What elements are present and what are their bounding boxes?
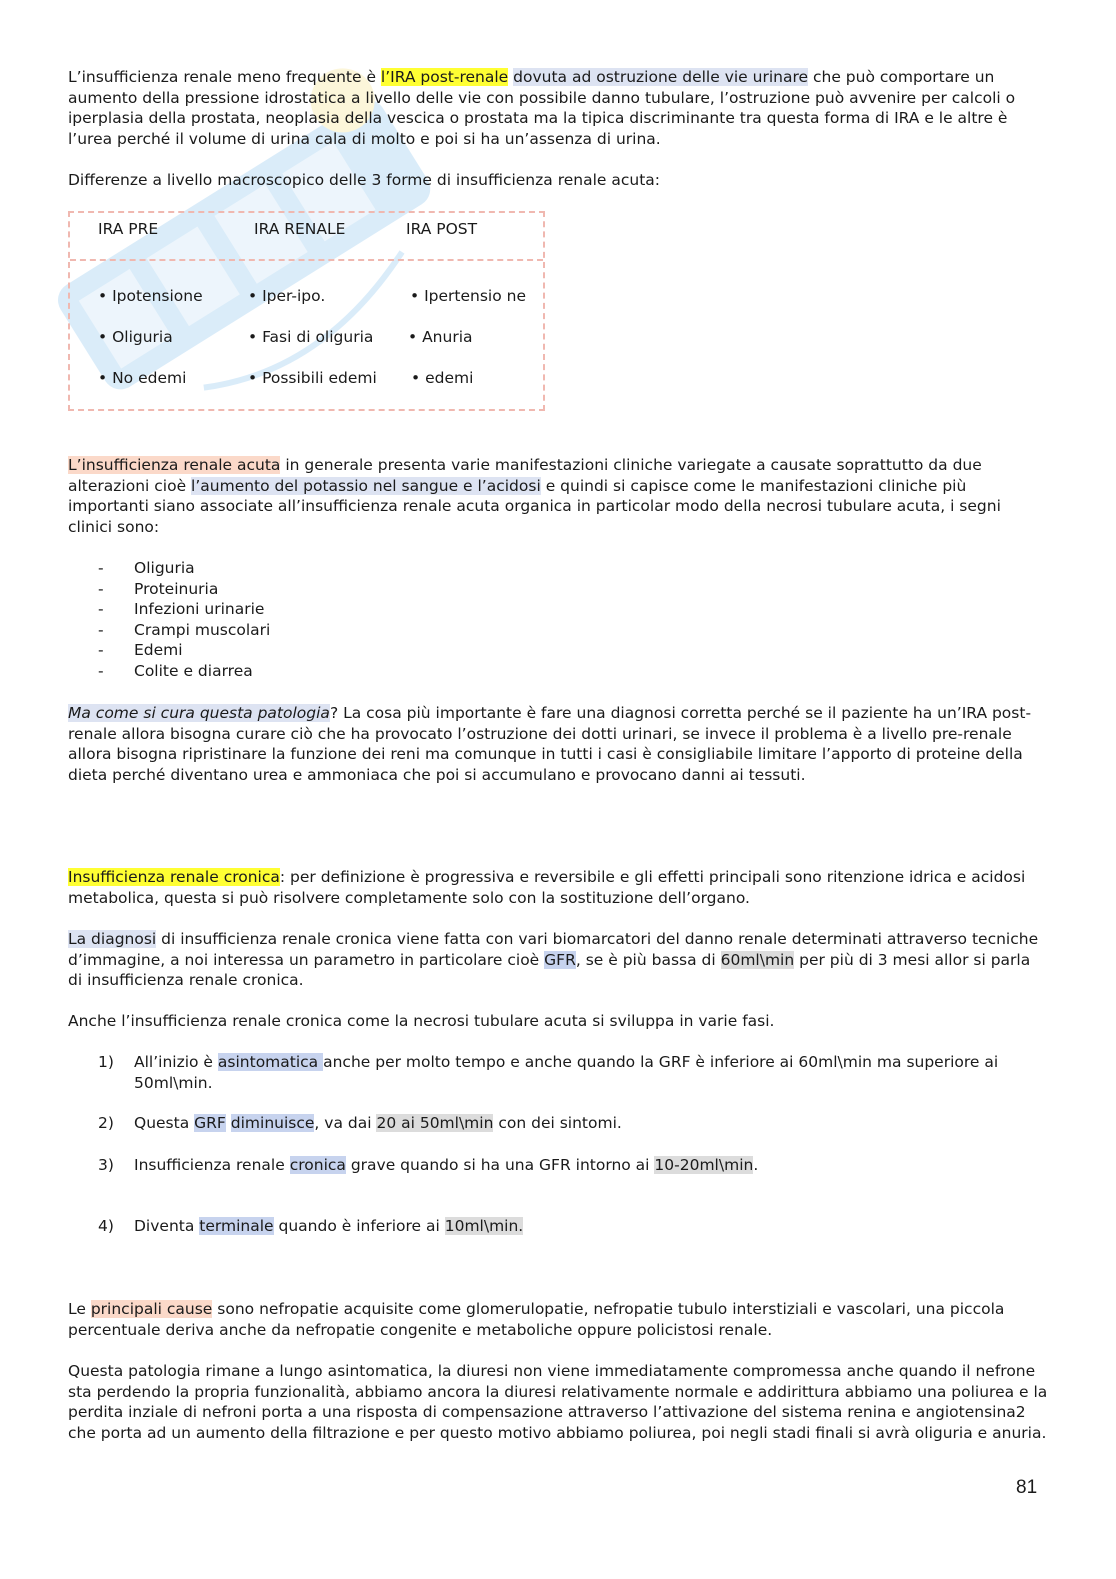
- table-cell: • Iper-ipo.: [248, 287, 326, 305]
- table-cell: • Possibili edemi: [248, 369, 377, 387]
- highlight: 10ml\min.: [444, 1217, 524, 1235]
- highlight: 60ml\min: [720, 950, 795, 969]
- highlight: terminale: [199, 1217, 274, 1235]
- paragraph-asintomatica: Questa patologia rimane a lungo asintomatica, la diuresi non viene immediatamente compromessa anche quando il nefrone sta perdendo la propria funzionalità, abbiamo ancora la diuresi relativamente normale e addirittura abbiamo una poliurea e la perdita inziale di nefroni porta a una risposta di compensazione attraverso l’attivazione del sistema renina e angiotensina2 che porta ad un aumento della filtrazione e per questo motivo abbiamo poliurea, poi negli stadi finali si avrà oliguria e anuria.: [68, 1362, 1048, 1442]
- highlight: GFR: [544, 950, 576, 969]
- table-cell: • Fasi di oliguria: [248, 328, 374, 346]
- highlight: dovuta ad ostruzione delle vie urinare: [513, 68, 809, 86]
- highlight: diminuisce: [230, 1114, 315, 1132]
- paragraph-differenze: Differenze a livello macroscopico delle 3 forme di insufficienza renale acuta:: [68, 171, 660, 189]
- list-item: - Edemi: [98, 641, 183, 660]
- table-header: IRA PRE: [98, 220, 159, 238]
- highlight: principali cause: [90, 1300, 213, 1318]
- paragraph-irc-definizione: Insufficienza renale cronica: per definizione è progressiva e reversibile e gli effetti principali sono ritenzione idrica e acidosi metabolica, questa si può risolvere completamente solo con la sostituzione dell’organo.: [68, 868, 1026, 907]
- list-item: - Oliguria: [98, 559, 195, 577]
- paragraph-ira-post-renale: L’insufficienza renale meno frequente è l’IRA post-renale dovuta ad ostruzione delle vie urinare che può comportare un aumento della pressione idrostatica a livello delle vie con possibile danno tubulare, l’ostruzione può avvenire per calcoli o iperplasia della prostata, neoplasia della vescica o prostata ma la tipica discriminante tra questa forma di IRA e le altre è l’urea perché il volume di urina cala di molto e poi si ha un’assenza di urina.: [68, 68, 1016, 148]
- highlight: Insufficienza renale cronica: [68, 868, 280, 886]
- list-item: - Crampi muscolari: [98, 620, 271, 639]
- table-cell: • No edemi: [98, 369, 187, 387]
- table-cell: • Anuria: [408, 328, 473, 346]
- highlight: Ma come si cura questa patologia: [68, 704, 330, 722]
- table-header: IRA RENALE: [254, 220, 346, 238]
- paragraph-ira-acuta: L’insufficienza renale acuta in generale presenta varie manifestazioni cliniche variegate a causate soprattutto da due alterazioni cioè l’aumento del potassio nel sangue e l’acidosi e quindi si capisce come le manifestazioni cliniche più importanti siano associate all’insufficienza renale acuta organica in particolar modo della necrosi tubulare acuta, i segni clinici sono:: [68, 456, 1001, 536]
- highlight: cronica: [289, 1156, 346, 1174]
- paragraph-diagnosi: La diagnosi di insufficienza renale cronica viene fatta con vari biomarcatori del danno renale determinati attraverso tecniche d’immagine, a noi interessa un parametro in particolare cioè GFR, se è più bassa di 60ml\min per più di 3 mesi allor si parla di insufficienza renale cronica.: [68, 930, 1039, 990]
- highlight: 20 ai 50ml\min: [376, 1114, 494, 1132]
- stage-item: 3) Insufficienza renale cronica grave quando si ha una GFR intorno ai 10-20ml\min.: [98, 1156, 759, 1174]
- list-item: - Colite e diarrea: [98, 661, 253, 680]
- stage-item: 4) Diventa terminale quando è inferiore ai 10ml\min.: [98, 1217, 524, 1235]
- highlight: La diagnosi: [68, 930, 157, 948]
- comparison-table: [68, 211, 545, 411]
- stage-item: 1) All’inizio è asintomatica anche per molto tempo e anche quando la GRF è inferiore ai 60ml\min ma superiore ai 50ml\min.: [98, 1053, 999, 1092]
- list-item: - Infezioni urinarie: [98, 600, 265, 619]
- table-cell: • Oliguria: [98, 328, 173, 346]
- highlight: l’IRA post-renale: [380, 68, 509, 86]
- table-header: IRA POST: [406, 220, 478, 238]
- stage-item: 2) Questa GRF diminuisce, va dai 20 ai 50ml\min con dei sintomi.: [98, 1114, 622, 1132]
- paragraph-cura: Ma come si cura questa patologia? La cosa più importante è fare una diagnosi corretta perché se il paziente ha un’IRA post-renale allora bisogna curare ciò che ha provocato l’ostruzione dei dotti urinari, se invece il problema è a livello pre-renale allora bisogna ripristinare la funzione dei reni ma comunque in tutti i casi è consigliabile limitare l’apporto di proteine della dieta perché diventano urea e ammoniaca che poi si accumulano e provocano danni ai tessuti.: [68, 704, 1032, 784]
- highlight: l’aumento del potassio nel sangue e l’acidosi: [191, 476, 541, 495]
- clinical-signs-list: [98, 558, 270, 682]
- table-divider: [70, 259, 543, 261]
- page-number: 81: [1016, 1477, 1038, 1498]
- table-cell: • Ipotensione: [98, 287, 203, 305]
- table-cell: • edemi: [411, 369, 474, 387]
- highlight: asintomatica: [217, 1053, 324, 1071]
- paragraph-fasi: Anche l’insufficienza renale cronica come la necrosi tubulare acuta si sviluppa in varie fasi.: [68, 1012, 775, 1030]
- highlight: GRF: [194, 1114, 226, 1132]
- paragraph-cause: Le principali cause sono nefropatie acquisite come glomerulopatie, nefropatie tubulo interstiziali e vascolari, una piccola percentuale deriva anche da nefropatie congenite e metaboliche oppure policistosi renale.: [68, 1300, 1005, 1339]
- table-cell: • Ipertensio ne: [410, 287, 526, 305]
- list-item: - Proteinuria: [98, 579, 219, 598]
- highlight: L’insufficienza renale acuta: [68, 456, 281, 474]
- highlight: 10-20ml\min: [654, 1156, 754, 1174]
